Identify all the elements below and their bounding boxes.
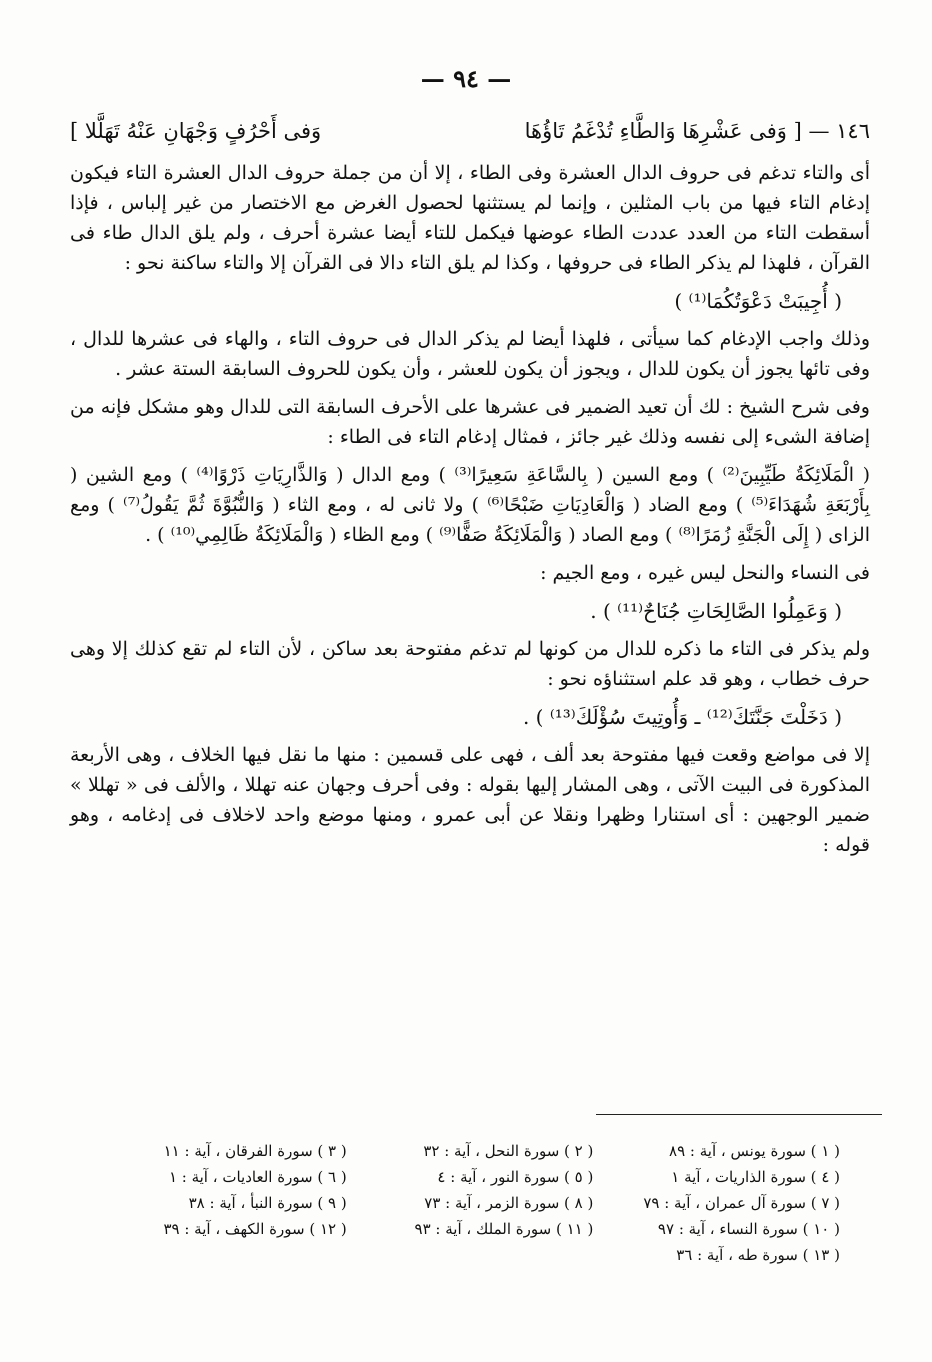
verse-right [525, 116, 870, 146]
footnote: ( ٩ ) سورة النبأ ، آية : ٣٨ [188, 1194, 347, 1212]
footnote: ( ٢ ) سورة النحل ، آية : ٣٢ [423, 1142, 594, 1160]
quote-3: ( دَخَلْتَ جَنَّتَكَ⁽¹²⁾ ـ وَأُوتِيتَ سُؤْلَكَ⁽¹³⁾ ) . [522, 705, 842, 729]
footnote: ( ١ ) سورة يونس ، آية : ٨٩ [669, 1142, 840, 1160]
page-number: — ٩٤ — [420, 64, 512, 93]
paragraph-5: فى النساء والنحل ليس غيره ، ومع الجيم : [540, 562, 870, 584]
footnote-row [100, 1164, 840, 1190]
paragraph-7: إلا فى مواضع وقعت فيها مفتوحة بعد ألف ، فهى على قسمين : منها ما نقل فيها الخلاف ، وهى الأربعة المذكورة فى البيت الآتى ، وهى المشار إليها بقوله : وفى أحرف وجهان عنه تهللا ، والألف فى « تهللا » ضمير الوجهين : أى استنارا وظهرا ونقلا عن أبى عمرو ، ومنها موضع واحد لاخلاف فى إدغامه ، وهو قوله : [70, 744, 870, 856]
footnote: ( ٨ ) سورة الزمر ، آية : ٧٣ [424, 1194, 594, 1212]
paragraph-3: وفى شرح الشيخ : لك أن تعيد الضمير فى عشرها على الأحرف السابقة التى للدال وهو مشكل فإنه من إضافة الشىء إلى نفسه وذلك غير جائز ، فمثال إدغام التاء فى الطاء : [70, 396, 870, 448]
verse-number: ١٤٦ — [808, 119, 870, 143]
paragraph-6: ولم يذكر فى التاء ما ذكره للدال من كونها لم تدغم مفتوحة بعد ساكن ، لأن التاء لم تقع كذلك إلا وهى حرف خطاب ، وهو قد علم استثناؤه نحو : [70, 638, 870, 690]
paragraph-2: وذلك واجب الإدغام كما سيأتى ، فلهذا أيضا لم يذكر الدال فى حروف التاء ، والهاء فى عشرها للدال ، وفى تائها يجوز أن يكون للدال ، ويجوز أن يكون للعشر ، وأن يكون للحروف السابقة الستة عشر . [70, 328, 870, 380]
footnote: ( ٧ ) سورة آل عمران ، آية : ٧٩ [643, 1194, 840, 1212]
footnotes [100, 1138, 840, 1268]
verse-hemistich-left: وَفى أَحْرُفٍ وَجْهَانِ عَنْهُ تَهَلَّلا ] [70, 119, 322, 143]
main-text [70, 116, 870, 868]
footnote: ( ١٣ ) سورة طه ، آية : ٣٦ [676, 1246, 840, 1264]
footnote-row [100, 1190, 840, 1216]
quote-2: ( وَعَمِلُوا الصَّالِحَاتِ جُنَاحٌ⁽¹¹⁾ ) . [590, 599, 842, 623]
quote-1: ( أُجِيبَتْ دَعْوَتُكُمَا⁽¹⁾ ) [674, 289, 842, 313]
footnote-row [100, 1216, 840, 1242]
paragraph-4: ( الْمَلَائِكَةُ طَيِّبِينَ⁽²⁾ ) ومع السين ( بِالسَّاعَةِ سَعِيرًا⁽³⁾ ) ومع الدال ( وَالذَّارِيَاتِ ذَرْوًا⁽⁴⁾ ) ومع الشين ( بِأَرْبَعَةِ شُهَدَاءَ⁽⁵⁾ ) ومع الضاد ( وَالْعَادِيَاتِ ضَبْحًا⁽⁶⁾ ) ولا ثانى له ، ومع الثاء ( وَالنُّبُوَّةَ ثُمَّ يَقُولُ⁽⁷⁾ ) ومع الزاى ( إِلَى الْجَنَّةِ زُمَرًا⁽⁸⁾ ) ومع الصاد ( وَالْمَلَائِكَةُ صَفًّا⁽⁹⁾ ) ومع الظاء ( وَالْمَلَائِكَةُ ظَالِمِي⁽¹⁰⁾ ) . [70, 464, 871, 546]
footnote: ( ١٢ ) سورة الكهف ، آية : ٣٩ [163, 1220, 347, 1238]
verse-hemistich-right: [ وَفى عَشْرِهَا وَالطَّاءِ تُدْغَمُ تَاؤُهَا [524, 119, 802, 143]
footnote: ( ٦ ) سورة العاديات ، آية : ١ [168, 1168, 347, 1186]
paragraph-1: أى والتاء تدغم فى حروف الدال العشرة وفى الطاء ، إلا أن من جملة حروف الدال العشرة التاء فيكون إدغام التاء فيها من باب المثلين ، وإنما لم يستثنها لحصول الغرض مع الاختصار من غير إلباس ، فإذا أسقطت التاء من العدد عددت الطاء عوضها فيكمل للتاء أيضا عشرة أحرف ، ولم يلق الدال طاء فى القرآن ، فلهذا لم يذكر الطاء فى حروفها ، وكذا لم يلق التاء دالا فى القرآن إلا والتاء ساكنة نحو : [70, 162, 870, 274]
footnote: ( ٥ ) سورة النور ، آية : ٤ [437, 1168, 594, 1186]
footnote: ( ٤ ) سورة الذاريات ، آية ١ [671, 1168, 840, 1186]
footnote: ( ١١ ) سورة الملك ، آية : ٩٣ [414, 1220, 594, 1238]
footnote: ( ١٠ ) سورة النساء ، آية : ٩٧ [657, 1220, 840, 1238]
footnote: ( ٣ ) سورة الفرقان ، آية : ١١ [163, 1142, 347, 1160]
footnote-row [100, 1242, 840, 1268]
footnote-row [100, 1138, 840, 1164]
footnote-divider [596, 1114, 882, 1115]
verse-line [70, 116, 870, 146]
